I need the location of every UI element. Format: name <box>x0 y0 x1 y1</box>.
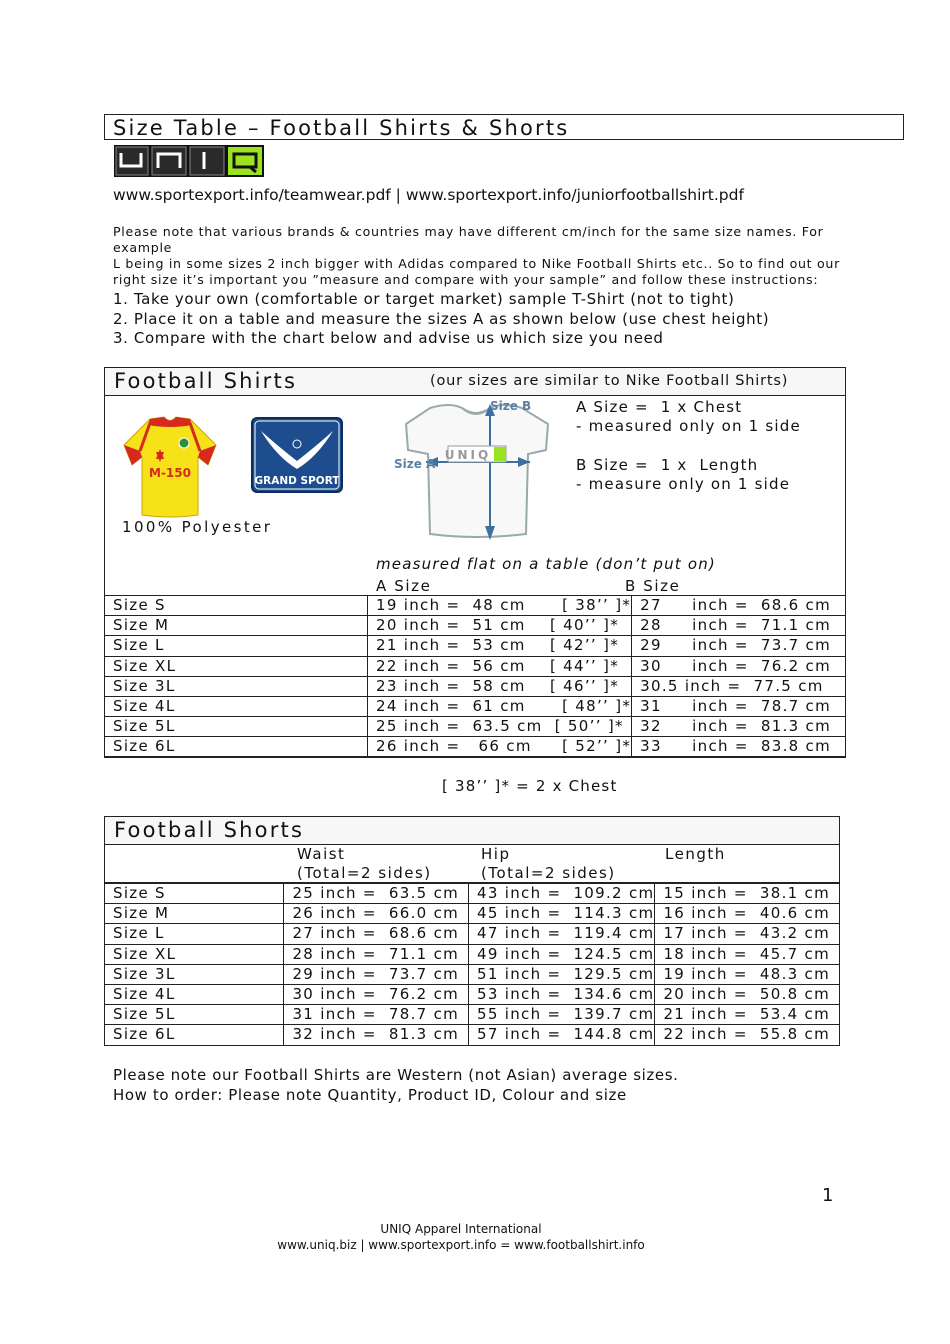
size-b-label: Size B <box>490 399 532 413</box>
size-cell: Size L <box>105 636 368 656</box>
table-row <box>105 884 840 904</box>
hip-cell: 47 inch = 119.4 cm <box>469 924 655 944</box>
hip-header-sub: (Total=2 sides) <box>481 864 616 882</box>
waist-header-sub: (Total=2 sides) <box>297 864 432 882</box>
length-header <box>665 845 726 864</box>
length-cell: 18 inch = 45.7 cm <box>655 944 840 964</box>
a-size-cell: 22 inch = 56 cm [ 44’’ ]* <box>368 656 632 676</box>
instruction-steps <box>113 290 769 349</box>
size-cell: Size L <box>105 924 284 944</box>
length-cell: 21 inch = 53.4 cm <box>655 1005 840 1025</box>
size-cell: Size 4L <box>105 984 284 1004</box>
b-size-cell: 29 inch = 73.7 cm <box>632 636 846 656</box>
waist-header <box>297 845 432 883</box>
table-row <box>105 737 846 757</box>
length-cell: 16 inch = 40.6 cm <box>655 904 840 924</box>
waist-header-label: Waist <box>297 845 346 863</box>
note-line: right size it’s important you ”measure and compare with your sample” and follow these instructions: <box>113 272 819 287</box>
a-size-cell: 23 inch = 58 cm [ 46’’ ]* <box>368 676 632 696</box>
a-size-cell: 24 inch = 61 cm [ 48’’ ]* <box>368 696 632 716</box>
bottom-notes <box>113 1065 679 1105</box>
a-size-cell: 25 inch = 63.5 cm [ 50’’ ]* <box>368 717 632 737</box>
size-cell: Size M <box>105 904 284 924</box>
step-item: 1. Take your own (comfortable or target market) sample T-Shirt (not to tight) <box>113 290 735 308</box>
shirts-subtitle: (our sizes are similar to Nike Football Shirts) <box>430 373 789 389</box>
page-number: 1 <box>822 1185 834 1206</box>
size-cell: Size XL <box>105 944 284 964</box>
table-row <box>105 944 840 964</box>
hip-header-label: Hip <box>481 845 511 863</box>
waist-cell: 31 inch = 78.7 cm <box>284 1005 469 1025</box>
step-item: 3. Compare with the chart below and advise us which size you need <box>113 329 664 347</box>
waist-cell: 25 inch = 63.5 cm <box>284 884 469 904</box>
table-row <box>105 1025 840 1045</box>
bottom-note: Please note our Football Shirts are Western (not Asian) average sizes. <box>113 1066 679 1084</box>
description-line: A Size = 1 x Chest <box>576 398 743 416</box>
column-header-b: B Size <box>625 577 681 595</box>
size-cell: Size 4L <box>105 696 368 716</box>
shorts-header <box>104 816 840 845</box>
material-label: 100% Polyester <box>122 518 273 536</box>
waist-cell: 29 inch = 73.7 cm <box>284 964 469 984</box>
table-row <box>105 616 846 636</box>
length-cell: 17 inch = 43.2 cm <box>655 924 840 944</box>
links-line[interactable]: www.sportexport.info/teamwear.pdf | www.sportexport.info/juniorfootballshirt.pdf <box>113 186 744 204</box>
a-size-cell: 19 inch = 48 cm [ 38’’ ]* <box>368 596 632 616</box>
shirts-header <box>104 367 846 396</box>
hip-cell: 45 inch = 114.3 cm <box>469 904 655 924</box>
a-size-cell: 21 inch = 53 cm [ 42’’ ]* <box>368 636 632 656</box>
step-item: 2. Place it on a table and measure the sizes A as shown below (use chest height) <box>113 309 770 328</box>
hip-cell: 49 inch = 124.5 cm <box>469 944 655 964</box>
size-cell: Size 5L <box>105 1005 284 1025</box>
a-size-cell: 26 inch = 66 cm [ 52’’ ]* <box>368 737 632 757</box>
table-row <box>105 696 846 716</box>
waist-cell: 28 inch = 71.1 cm <box>284 944 469 964</box>
shirts-size-table <box>104 595 846 758</box>
grand-sport-logo <box>251 417 343 493</box>
tshirt-diagram <box>390 398 562 542</box>
b-size-cell: 32 inch = 81.3 cm <box>632 717 846 737</box>
column-header-a: A Size <box>376 577 432 595</box>
table-row <box>105 1005 840 1025</box>
note-line: L being in some sizes 2 inch bigger with Adidas compared to Nike Football Shirts etc.. So to find out our <box>113 256 840 271</box>
jersey-number: M-150 <box>149 466 191 480</box>
measured-note: measured flat on a table (don’t put on) <box>376 555 716 573</box>
footer-company: UNIQ Apparel International <box>380 1222 542 1236</box>
size-cell: Size M <box>105 616 368 636</box>
hip-cell: 51 inch = 129.5 cm <box>469 964 655 984</box>
description-line: B Size = 1 x Length <box>576 455 759 474</box>
b-size-cell: 33 inch = 83.8 cm <box>632 737 846 757</box>
hip-cell: 57 inch = 144.8 cm <box>469 1025 655 1045</box>
length-cell: 15 inch = 38.1 cm <box>655 884 840 904</box>
table-row <box>105 717 846 737</box>
table-row <box>105 924 840 944</box>
shorts-column-headers <box>104 845 840 883</box>
chest-footnote: [ 38’’ ]* = 2 x Chest <box>442 777 618 795</box>
hip-cell: 55 inch = 139.7 cm <box>469 1005 655 1025</box>
hip-cell: 43 inch = 109.2 cm <box>469 884 655 904</box>
brand-logo-text: GRAND SPORT <box>254 475 340 487</box>
table-row <box>105 656 846 676</box>
table-row <box>105 984 840 1004</box>
tee-logo-label: UNIQ <box>444 448 492 462</box>
size-cell: Size 6L <box>105 737 368 757</box>
length-cell: 20 inch = 50.8 cm <box>655 984 840 1004</box>
table-row <box>105 904 840 924</box>
description-line <box>576 437 801 456</box>
waist-cell: 27 inch = 68.6 cm <box>284 924 469 944</box>
size-cell: Size XL <box>105 656 368 676</box>
note-line: Please note that various brands & countries may have different cm/inch for the same size names. For example <box>113 224 824 255</box>
waist-cell: 30 inch = 76.2 cm <box>284 984 469 1004</box>
size-cell: Size 3L <box>105 964 284 984</box>
waist-cell: 32 inch = 81.3 cm <box>284 1025 469 1045</box>
length-cell: 22 inch = 55.8 cm <box>655 1025 840 1045</box>
table-row <box>105 964 840 984</box>
size-description <box>576 398 801 494</box>
table-row <box>105 676 846 696</box>
b-size-cell: 28 inch = 71.1 cm <box>632 616 846 636</box>
waist-cell: 26 inch = 66.0 cm <box>284 904 469 924</box>
uniq-logo <box>114 145 264 177</box>
length-header-label: Length <box>665 845 726 863</box>
size-a-label: Size A <box>394 457 436 471</box>
length-cell: 19 inch = 48.3 cm <box>655 964 840 984</box>
b-size-cell: 27 inch = 68.6 cm <box>632 596 846 616</box>
table-row <box>105 596 846 616</box>
jersey-image <box>120 415 220 519</box>
page-footer <box>0 1221 922 1253</box>
size-cell: Size S <box>105 884 284 904</box>
b-size-cell: 30.5 inch = 77.5 cm <box>632 676 846 696</box>
a-size-cell: 20 inch = 51 cm [ 40’’ ]* <box>368 616 632 636</box>
description-line: - measured only on 1 side <box>576 417 801 436</box>
footer-links[interactable]: www.uniq.biz | www.sportexport.info = www.footballshirt.info <box>277 1238 645 1252</box>
intro-note <box>113 224 853 288</box>
shorts-title: Football Shorts <box>114 818 305 842</box>
b-size-cell: 31 inch = 78.7 cm <box>632 696 846 716</box>
shirts-title: Football Shirts <box>114 369 298 393</box>
size-cell: Size S <box>105 596 368 616</box>
page-title: Size Table – Football Shirts & Shorts <box>104 114 904 140</box>
hip-cell: 53 inch = 134.6 cm <box>469 984 655 1004</box>
shorts-size-table <box>104 883 840 1046</box>
size-cell: Size 3L <box>105 676 368 696</box>
size-cell: Size 5L <box>105 717 368 737</box>
table-row <box>105 636 846 656</box>
description-line: - measure only on 1 side <box>576 474 791 493</box>
bottom-note: How to order: Please note Quantity, Product ID, Colour and size <box>113 1086 627 1104</box>
size-cell: Size 6L <box>105 1025 284 1045</box>
b-size-cell: 30 inch = 76.2 cm <box>632 656 846 676</box>
hip-header <box>481 845 616 883</box>
